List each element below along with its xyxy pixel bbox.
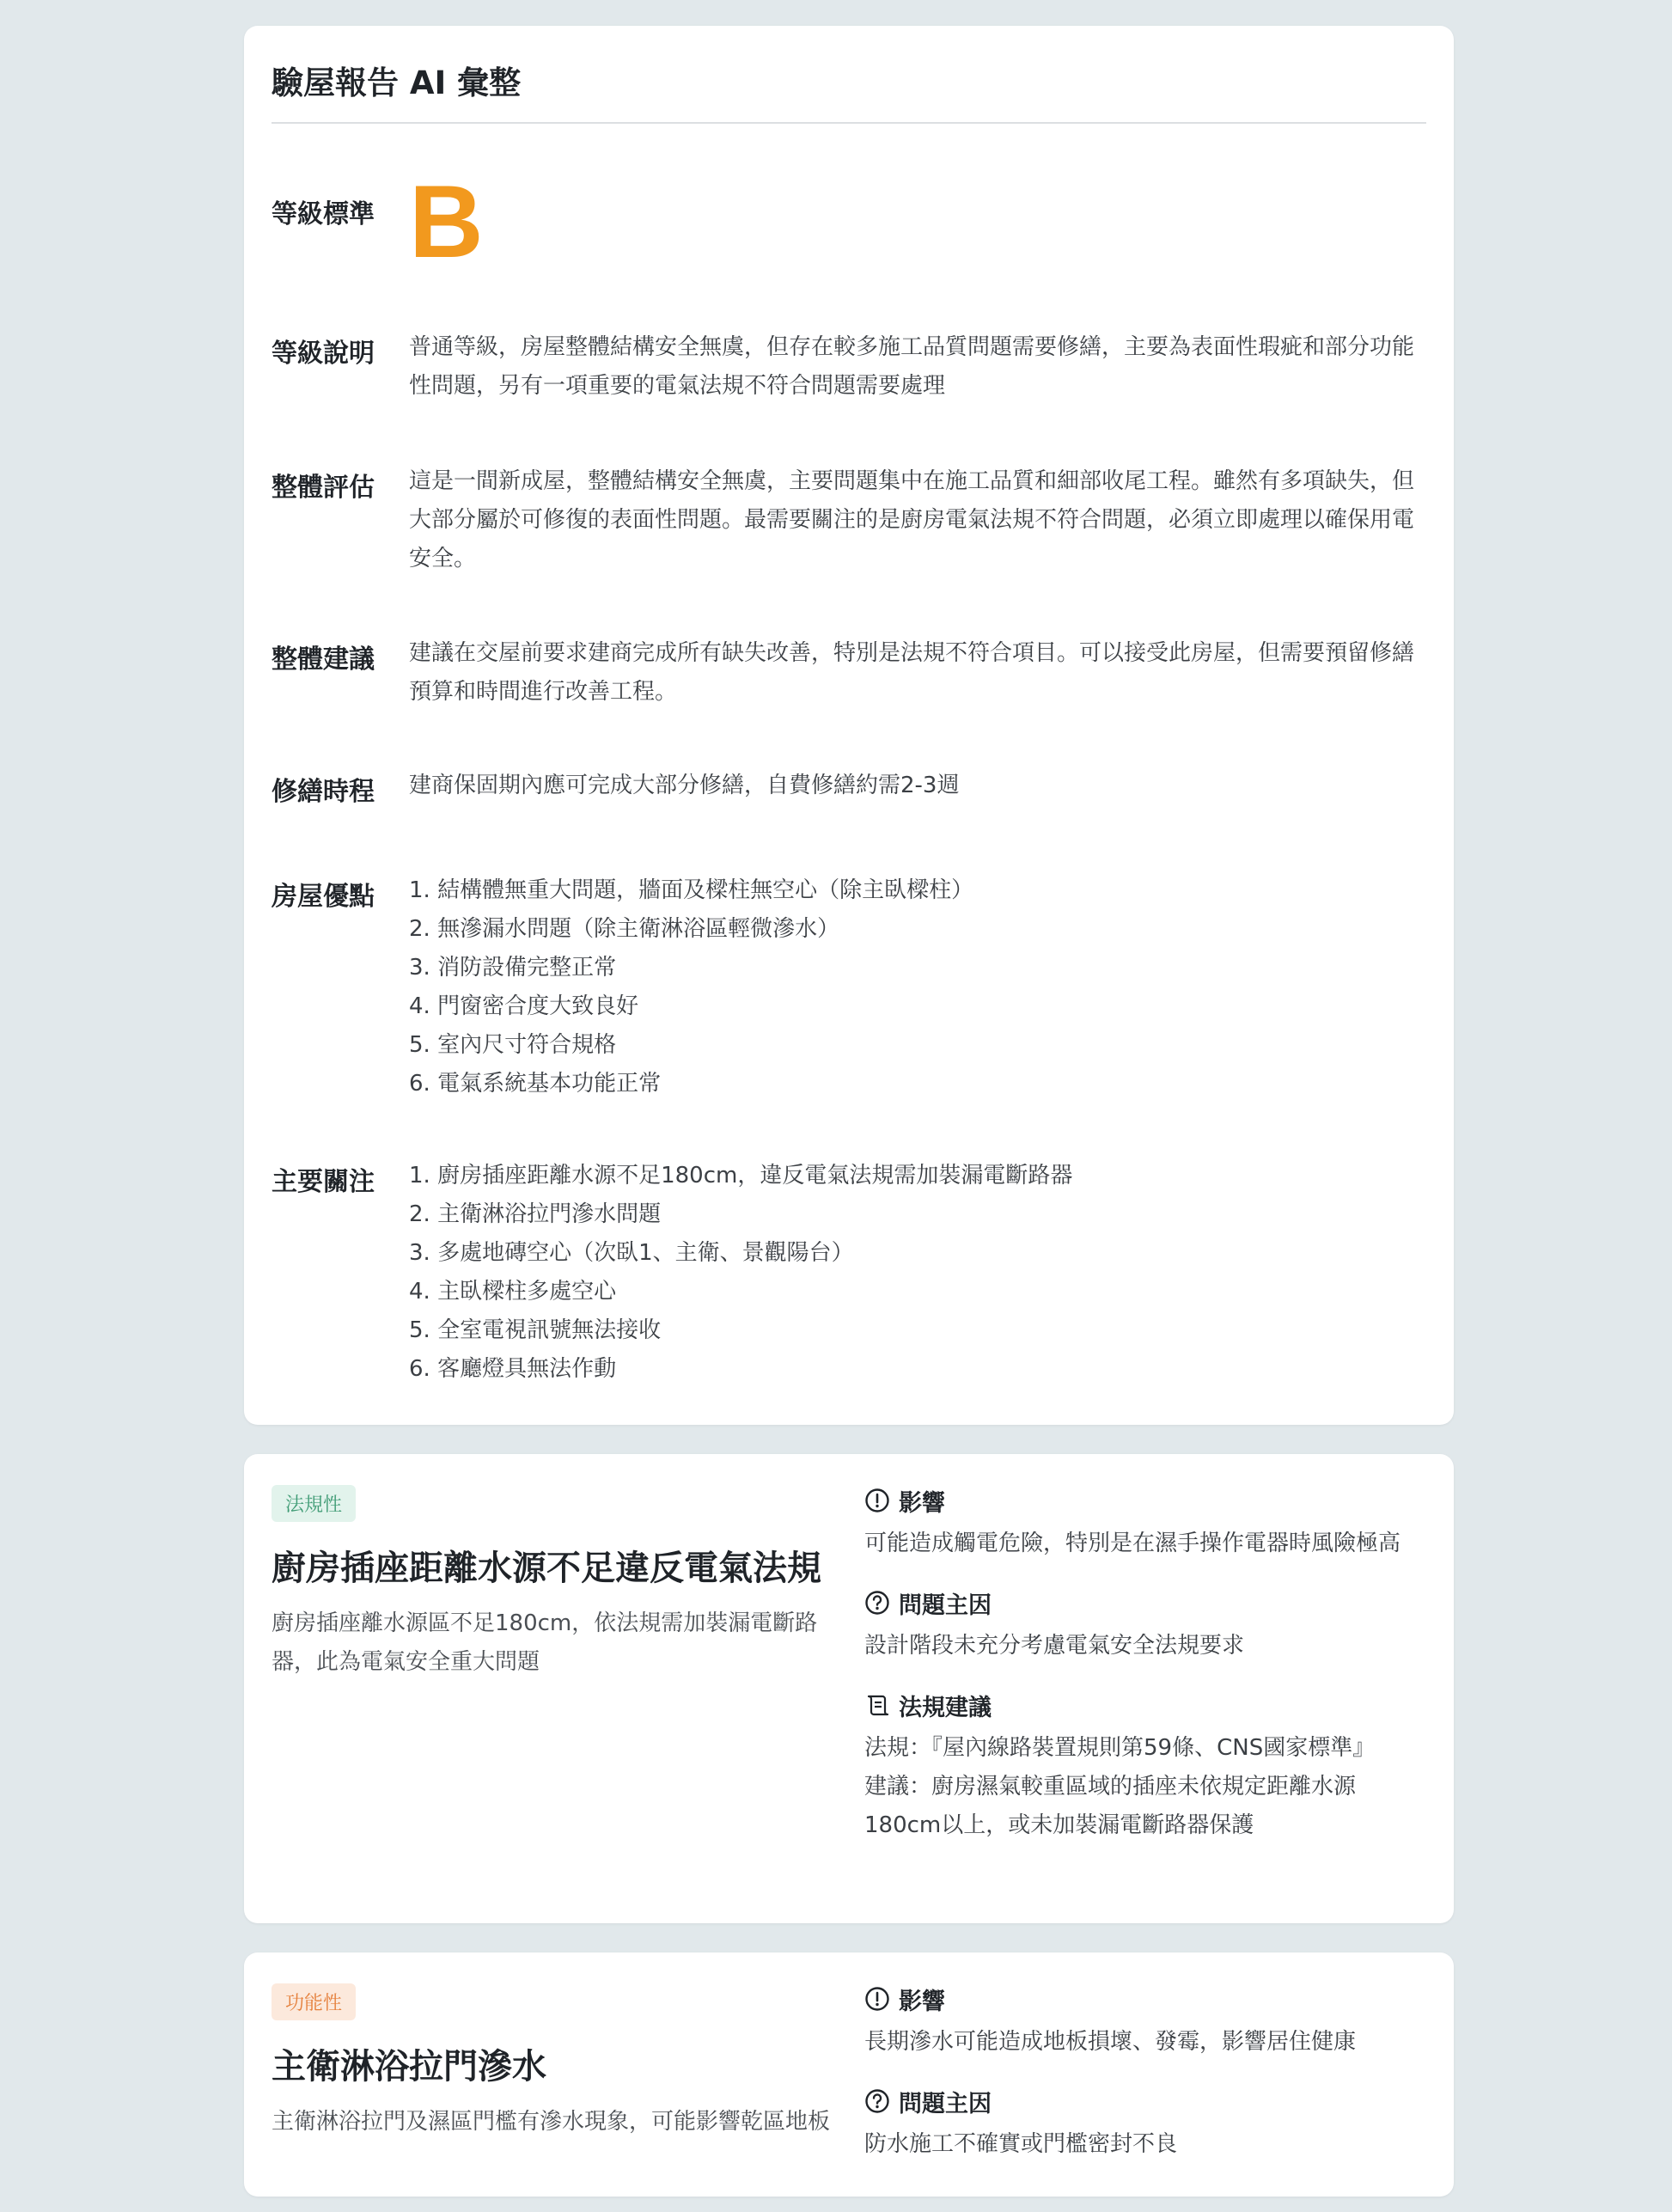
- pros-row: [272, 871, 1419, 1103]
- cause-text: 設計階段未充分考慮電氣安全法規要求: [864, 1633, 1245, 1659]
- scroll-icon: [864, 1692, 890, 1718]
- law-section: [864, 1688, 1423, 1845]
- cause-section: [864, 1586, 1423, 1665]
- list-item: 6. 電氣系統基本功能正常: [409, 1071, 662, 1097]
- list-item: 2. 主衛淋浴拉門滲水問題: [409, 1201, 662, 1227]
- grade-desc-text: 普通等級，房屋整體結構安全無虞，但存在較多施工品質問題需要修繕，主要為表面性瑕疵和部分功能性問題，另有一項重要的電氣法規不符合問題需要處理: [409, 334, 1415, 399]
- question-circle-icon: [864, 1590, 890, 1616]
- cause-section: [864, 2084, 1423, 2164]
- list-item: 4. 門窗密合度大致良好: [409, 993, 639, 1019]
- cause-label: 問題主因: [899, 2090, 992, 2117]
- assessment-text: 這是一間新成屋，整體結構安全無虞，主要問題集中在施工品質和細部收尾工程。雖然有多項缺失，但大部分屬於可修復的表面性問題。最需要關注的是廚房電氣法規不符合問題，必須立即處理以確保用電安全。: [409, 468, 1415, 571]
- category-tag: 功能性: [272, 1983, 356, 2020]
- timeline-text: 建商保固期內應可完成大部分修繕，自費修繕約需2-3週: [409, 773, 960, 798]
- list-item: 6. 客廳燈具無法作動: [409, 1356, 617, 1382]
- category-tag: 法規性: [272, 1485, 356, 1522]
- timeline-row: [272, 767, 1419, 808]
- list-item: 2. 無滲漏水問題（除主衛淋浴區輕微滲水）: [409, 916, 840, 942]
- assessment-label: 整體評估: [272, 473, 375, 503]
- impact-text: 長期滲水可能造成地板損壞、發霉，影響居住健康: [864, 2029, 1357, 2055]
- law-text: [864, 1729, 1423, 1845]
- impact-label: 影響: [899, 1988, 945, 2015]
- grade-value: B: [409, 164, 484, 279]
- advice-text: 建議在交屋前要求建商完成所有缺失改善，特別是法規不符合項目。可以接受此房屋，但需要預留修繕預算和時間進行改善工程。: [409, 640, 1415, 705]
- cause-label: 問題主因: [899, 1592, 992, 1619]
- question-circle-icon: [864, 2088, 890, 2114]
- impact-section: [864, 1982, 1423, 2062]
- advice-label: 整體建議: [272, 645, 375, 675]
- law-label: 法規建議: [899, 1694, 992, 1721]
- concerns-label: 主要關注: [272, 1167, 375, 1197]
- issue-description: 主衛淋浴拉門及濕區門檻有滲水現象，可能影響乾區地板: [272, 2109, 831, 2135]
- impact-label: 影響: [899, 1489, 945, 1517]
- issue-description: 廚房插座離水源區不足180cm，依法規需加裝漏電斷路器，此為電氣安全重大問題: [272, 1610, 818, 1675]
- list-item: 3. 消防設備完整正常: [409, 955, 617, 981]
- pros-label: 房屋優點: [272, 882, 375, 912]
- law-line: 法規：『屋內線路裝置規則第59條、CNS國家標準』: [864, 1735, 1376, 1761]
- grade-row: [272, 164, 1419, 279]
- list-item: 3. 多處地磚空心（次臥1、主衛、景觀陽台）: [409, 1240, 854, 1266]
- cause-text: 防水施工不確實或門檻密封不良: [864, 2131, 1178, 2157]
- issue-card-functional: [244, 1952, 1454, 2197]
- concerns-list: [409, 1157, 1419, 1389]
- advice-row: [272, 634, 1419, 712]
- impact-section: [864, 1483, 1423, 1563]
- impact-text: 可能造成觸電危險，特別是在濕手操作電器時風險極高: [864, 1531, 1401, 1556]
- grade-label: 等級標準: [272, 199, 375, 229]
- issue-details: [864, 1483, 1423, 1867]
- issue-main: [272, 1983, 830, 2142]
- issue-title: 廚房插座距離水源不足違反電氣法規: [272, 1549, 821, 1588]
- assessment-row: [272, 462, 1419, 578]
- timeline-label: 修繕時程: [272, 777, 375, 807]
- issue-main: [272, 1485, 830, 1682]
- issue-card-legal: [244, 1454, 1454, 1923]
- list-item: 5. 全室電視訊號無法接收: [409, 1317, 662, 1343]
- summary-card: [244, 26, 1454, 1425]
- list-item: 5. 室內尺寸符合規格: [409, 1032, 617, 1058]
- list-item: 1. 廚房插座距離水源不足180cm，違反電氣法規需加裝漏電斷路器: [409, 1163, 1073, 1188]
- exclamation-circle-icon: [864, 1488, 890, 1513]
- concerns-row: [272, 1157, 1419, 1389]
- law-line: 建議：廚房濕氣較重區域的插座未依規定距離水源180cm以上，或未加裝漏電斷路器保護: [864, 1774, 1357, 1838]
- pros-list: [409, 871, 1419, 1103]
- grade-desc-row: [272, 328, 1419, 406]
- list-item: 4. 主臥樑柱多處空心: [409, 1279, 617, 1305]
- report-title: 驗屋報告 AI 彙整: [272, 57, 1426, 124]
- issue-title: 主衛淋浴拉門滲水: [272, 2047, 546, 2087]
- issue-details: [864, 1982, 1423, 2186]
- exclamation-circle-icon: [864, 1986, 890, 2012]
- list-item: 1. 結構體無重大問題，牆面及樑柱無空心（除主臥樑柱）: [409, 877, 974, 903]
- grade-desc-label: 等級說明: [272, 339, 375, 369]
